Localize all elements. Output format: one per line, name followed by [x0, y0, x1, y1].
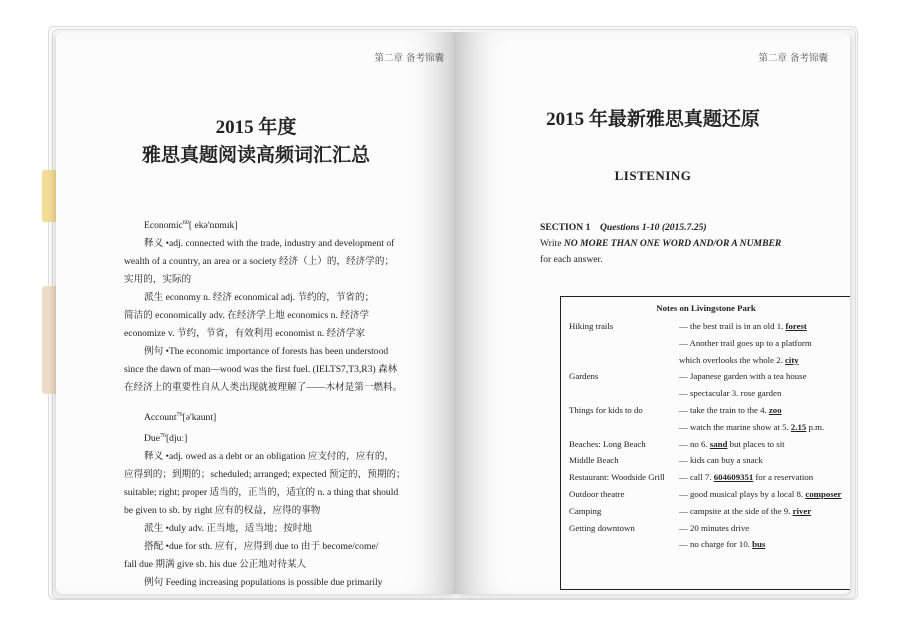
- notes-row-text: which overlooks the whole 2. city: [679, 354, 799, 365]
- answer: river: [792, 505, 812, 516]
- answer: city: [785, 354, 799, 365]
- page-title: 2015 年最新雅思真题还原: [546, 109, 760, 130]
- headword: Due$^{76}$[djuː]: [144, 433, 188, 445]
- entry-line: 例句 •The economic importance of forests has been understood: [144, 346, 389, 358]
- entry-line: 在经济上的重要性自从人类出现就被理解了——木材是第一燃料。: [124, 382, 403, 394]
- section-instructions: [540, 220, 830, 268]
- section-label: SECTION 1: [540, 222, 591, 233]
- notes-row-text: — kids can buy a snack: [679, 455, 763, 466]
- entry-line: 简洁的 economically adv. 在经济学上地 economics n. 经济学: [124, 310, 370, 322]
- answer: zoo: [768, 405, 782, 415]
- vocab-entry-economic: [124, 214, 454, 397]
- left-page: [56, 32, 456, 594]
- answer: forest: [785, 321, 807, 331]
- notes-row-text: — spectacular 3. rose garden: [679, 388, 782, 399]
- notes-row-text: — Japanese garden with a tea house: [679, 371, 807, 382]
- notes-row-text: — watch the marine show at 5. 2.15 p.m.: [679, 421, 825, 432]
- notes-row: [569, 506, 849, 522]
- notes-row: [569, 338, 849, 354]
- notes-row: [569, 472, 849, 488]
- questions-range: Questions 1-10 (2015.7.25): [599, 222, 707, 233]
- notes-row-text: — Another trail goes up to a platform: [679, 337, 812, 348]
- notes-row: [569, 321, 849, 337]
- entry-line: fall due 期满 give sb. his due 公正地对待某人: [124, 559, 307, 571]
- notes-row-label: Getting downtown: [569, 522, 635, 533]
- answer: 2.15: [790, 421, 807, 432]
- notes-row-text: — no charge for 10. bus: [679, 539, 766, 550]
- notes-row-label: Camping: [569, 505, 602, 516]
- bookmark-tab-yellow: [42, 170, 56, 222]
- notes-title: Notes on Livingstone Park: [656, 303, 756, 313]
- notes-row: [569, 405, 849, 421]
- notes-row-text: — no 6. sand but places to sit: [679, 438, 785, 449]
- entry-line: be given to sb. by right 应有的权益，应得的事物: [124, 505, 321, 517]
- right-page: [456, 32, 850, 594]
- entry-line: 搭配 •due for sth. 应有，应得到 due to 由于 become/come/: [144, 541, 379, 553]
- notes-row: [569, 539, 849, 555]
- notes-row: [569, 489, 849, 505]
- entry-line: suitable; right; proper 适当的，正当的，适宜的 n. a thing that should: [124, 487, 399, 499]
- instruction-line: for each answer.: [540, 254, 603, 265]
- notes-row-label: Middle Beach: [569, 455, 619, 466]
- page-title: 雅思真题阅读高频词汇汇总: [141, 145, 370, 166]
- vocab-entry-account-due: [124, 406, 454, 592]
- answer: sand: [709, 438, 728, 449]
- notes-row: [569, 523, 849, 539]
- notes-row: [569, 439, 849, 455]
- notes-row-text: — take the train to the 4. zoo: [679, 405, 782, 415]
- notes-row-label: Hiking trails: [569, 321, 614, 331]
- notes-row-text: — campsite at the side of the 9. river: [679, 505, 812, 516]
- notes-row-label: Gardens: [569, 371, 599, 382]
- bookmark-tab-beige: [42, 286, 56, 394]
- entry-line: 派生 •duly adv. 正当地，适当地；按时地: [144, 523, 312, 535]
- notes-row-text: — the best trail is in an old 1. forest: [679, 321, 807, 331]
- notes-row-label: Things for kids to do: [569, 405, 643, 415]
- open-book: [42, 22, 860, 600]
- entry-line: 释义 •adj. connected with the trade, industry and development of: [144, 238, 395, 250]
- notes-row: [569, 355, 849, 371]
- entry-line: 实用的，实际的: [124, 274, 192, 286]
- section-heading: LISTENING: [614, 168, 692, 183]
- answer: bus: [752, 539, 766, 550]
- instruction-line: Write NO MORE THAN ONE WORD AND/OR A NUMBER: [540, 238, 782, 249]
- chapter-header: 第二章 备考锦囊: [758, 53, 828, 64]
- notes-row-label: Beaches: Long Beach: [569, 438, 646, 449]
- entry-line: 应得到的；到期的；scheduled; arranged; expected 预定的，预期的；: [124, 469, 406, 481]
- entry-line: wealth of a country, an area or a society 经济（上）的，经济学的；: [124, 256, 395, 268]
- entry-line: since the dawn of man—wood was the first fuel. (IELTS7,T3,R3) 森林: [124, 364, 398, 376]
- notes-row: [569, 455, 849, 471]
- notes-row: [569, 422, 849, 438]
- answer: 604609351: [713, 472, 754, 483]
- notes-row: [569, 371, 849, 387]
- entry-line: 例句 Feeding increasing populations is possible due primarily: [144, 577, 383, 589]
- notes-row-text: — good musical plays by a local 8. composer: [679, 489, 842, 499]
- notes-row-text: — 20 minutes drive: [679, 522, 750, 533]
- notes-row-text: — call 7. 604609351 for a reservation: [679, 472, 814, 483]
- page-title-year: 2015 年度: [215, 117, 297, 138]
- notes-row-label: Outdoor theatre: [569, 489, 625, 499]
- entry-line: economize v. 节约，节省，有效利用 economist n. 经济学家: [124, 328, 366, 340]
- answer: composer: [805, 489, 842, 499]
- notes-row-label: Restaurant: Woodside Grill: [569, 472, 665, 483]
- entry-line: 释义 •adj. owed as a debt or an obligation 应支付的，应有的，: [144, 451, 395, 463]
- notes-row: [569, 388, 849, 404]
- section-label-line: [540, 220, 830, 236]
- entry-line: 派生 economy n. 经济 economical adj. 节约的，节省的；: [144, 292, 375, 304]
- notes-box: [560, 296, 850, 590]
- headword: Economic$^{60}$[ ekə'nɒmɪk]: [144, 220, 238, 232]
- chapter-header: 第二章 备考锦囊: [374, 53, 444, 64]
- headword: Account$^{76}$[ə'kaunt]: [144, 412, 217, 424]
